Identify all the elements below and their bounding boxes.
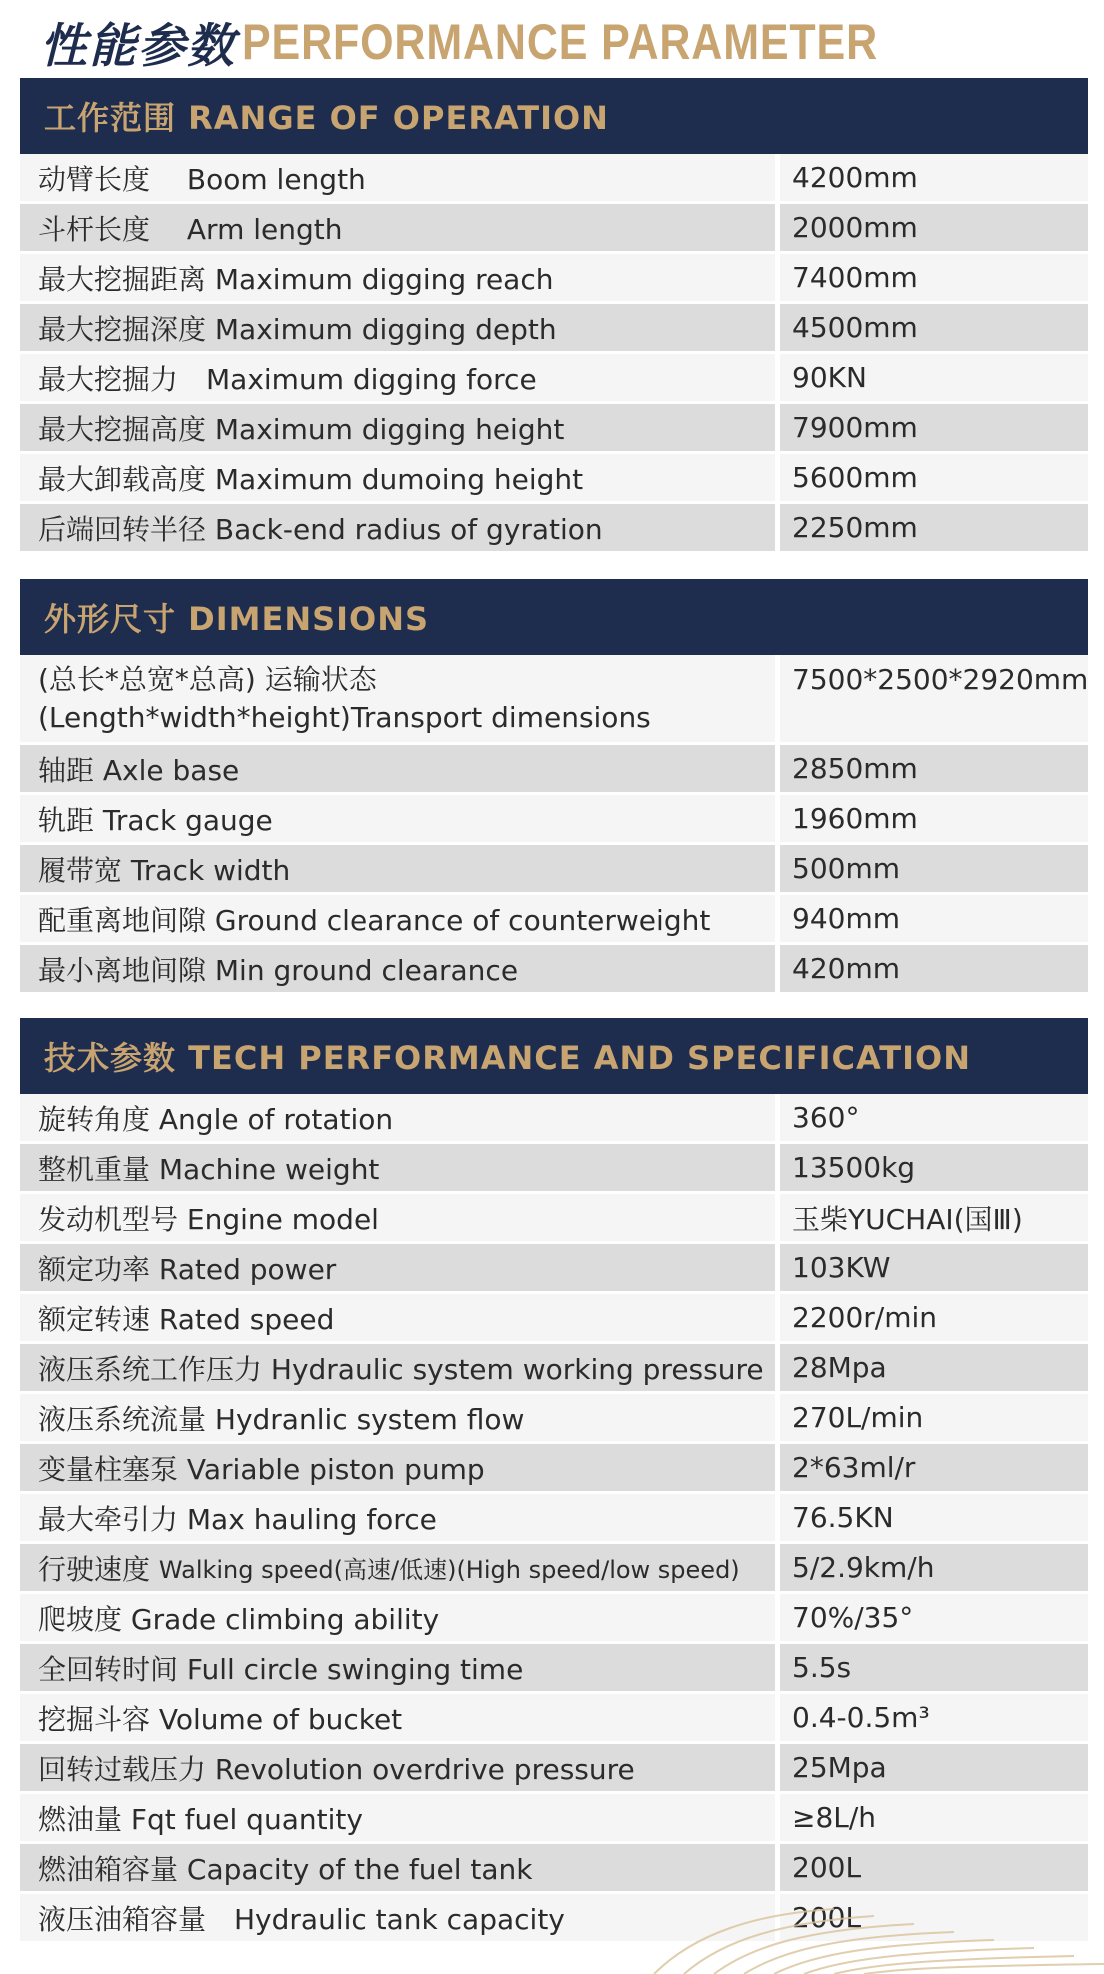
- row-value: 200L: [780, 1844, 1088, 1891]
- row-value: 940mm: [780, 895, 1088, 942]
- row-label: [20, 1544, 775, 1591]
- table-row: [20, 655, 1088, 745]
- page-title: [40, 14, 982, 74]
- row-value: 4500mm: [780, 304, 1088, 351]
- table-row: [20, 304, 1088, 354]
- table-row: [20, 1394, 1088, 1444]
- table-row: [20, 945, 1088, 995]
- row-label: 燃油量 Fqt fuel quantity: [20, 1794, 775, 1841]
- row-value: 76.5KN: [780, 1494, 1088, 1541]
- row-value: 28Mpa: [780, 1344, 1088, 1391]
- row-value: 5600mm: [780, 454, 1088, 501]
- table-row: [20, 1494, 1088, 1544]
- row-label: 最小离地间隙 Min ground clearance: [20, 945, 775, 992]
- row-label: 液压系统工作压力 Hydraulic system working pressure: [20, 1344, 775, 1391]
- table-row: [20, 1694, 1088, 1744]
- row-label: 轴距 Axle base: [20, 745, 775, 792]
- row-value: 5.5s: [780, 1644, 1088, 1691]
- row-label: 液压系统流量 Hydranlic system flow: [20, 1394, 775, 1441]
- table-row: [20, 1194, 1088, 1244]
- row-value: 270L/min: [780, 1394, 1088, 1441]
- table-row: [20, 845, 1088, 895]
- table-row: [20, 795, 1088, 845]
- section-header: 外形尺寸 DIMENSIONS: [20, 579, 1088, 655]
- row-value: 7400mm: [780, 254, 1088, 301]
- row-label: 整机重量 Machine weight: [20, 1144, 775, 1191]
- table-row: [20, 354, 1088, 404]
- table-row: [20, 504, 1088, 554]
- row-label: 爬坡度 Grade climbing ability: [20, 1594, 775, 1641]
- row-value: 2*63ml/r: [780, 1444, 1088, 1491]
- row-value: 7500*2500*2920mm: [780, 655, 1088, 742]
- row-value: 200L: [780, 1894, 1088, 1941]
- row-label: 燃油箱容量 Capacity of the fuel tank: [20, 1844, 775, 1891]
- table-row: [20, 1794, 1088, 1844]
- row-label: 最大挖掘距离 Maximum digging reach: [20, 254, 775, 301]
- row-label: 挖掘斗容 Volume of bucket: [20, 1694, 775, 1741]
- row-label: 最大挖掘力 Maximum digging force: [20, 354, 775, 401]
- section-range-of-operation: [20, 78, 1088, 554]
- table-row: [20, 1144, 1088, 1194]
- section-tech-performance: [20, 1018, 1088, 1944]
- page-title-cn: 性能参数: [40, 18, 236, 74]
- row-label: 发动机型号 Engine model: [20, 1194, 775, 1241]
- row-label: 履带宽 Track width: [20, 845, 775, 892]
- table-row: [20, 1844, 1088, 1894]
- row-label: 最大挖掘深度 Maximum digging depth: [20, 304, 775, 351]
- row-value: 0.4-0.5m³: [780, 1694, 1088, 1741]
- section-header: 技术参数 TECH PERFORMANCE AND SPECIFICATION: [20, 1018, 1088, 1094]
- row-label: 最大卸载高度 Maximum dumoing height: [20, 454, 775, 501]
- decorative-curves: [634, 1904, 1104, 1974]
- table-row: [20, 404, 1088, 454]
- row-label: 旋转角度 Angle of rotation: [20, 1094, 775, 1141]
- row-value: 90KN: [780, 354, 1088, 401]
- row-label: 额定功率 Rated power: [20, 1244, 775, 1291]
- row-value: 2000mm: [780, 204, 1088, 251]
- row-label: 配重离地间隙 Ground clearance of counterweight: [20, 895, 775, 942]
- row-label: 后端回转半径 Back-end radius of gyration: [20, 504, 775, 551]
- row-label: 变量柱塞泵 Variable piston pump: [20, 1444, 775, 1491]
- table-row: [20, 1094, 1088, 1144]
- table-row: [20, 1444, 1088, 1494]
- table-row: [20, 154, 1088, 204]
- row-label: [20, 655, 775, 742]
- row-label-en: Walking speed(高速/低速)(High speed/low speed): [158, 1556, 740, 1584]
- row-label: 回转过载压力 Revolution overdrive pressure: [20, 1744, 775, 1791]
- row-label: 最大牵引力 Max hauling force: [20, 1494, 775, 1541]
- row-value: 1960mm: [780, 795, 1088, 842]
- row-label-en: (Length*width*height)Transport dimensions: [38, 700, 651, 734]
- table-row: [20, 1594, 1088, 1644]
- page-title-en: PERFORMANCE PARAMETER: [242, 14, 878, 70]
- table-row: [20, 254, 1088, 304]
- row-value: 103KW: [780, 1244, 1088, 1291]
- row-label-cn: (总长*总宽*总高) 运输状态: [38, 662, 377, 696]
- row-value: 玉柴YUCHAI(国Ⅲ): [780, 1194, 1088, 1241]
- row-value: 2850mm: [780, 745, 1088, 792]
- table-row: [20, 204, 1088, 254]
- table-row: [20, 454, 1088, 504]
- table-row: [20, 1294, 1088, 1344]
- table-row: [20, 1344, 1088, 1394]
- table-row: [20, 1644, 1088, 1694]
- row-value: 500mm: [780, 845, 1088, 892]
- row-value: 5/2.9km/h: [780, 1544, 1088, 1591]
- row-label: 额定转速 Rated speed: [20, 1294, 775, 1341]
- row-value: 25Mpa: [780, 1744, 1088, 1791]
- row-value: 360°: [780, 1094, 1088, 1141]
- table-row: [20, 1744, 1088, 1794]
- row-value: 7900mm: [780, 404, 1088, 451]
- table-row: [20, 1544, 1088, 1594]
- row-value: 70%/35°: [780, 1594, 1088, 1641]
- row-label: 最大挖掘高度 Maximum digging height: [20, 404, 775, 451]
- row-label: 全回转时间 Full circle swinging time: [20, 1644, 775, 1691]
- row-value: 2200r/min: [780, 1294, 1088, 1341]
- row-value: 420mm: [780, 945, 1088, 992]
- row-value: 4200mm: [780, 154, 1088, 201]
- row-label: 液压油箱容量 Hydraulic tank capacity: [20, 1894, 775, 1941]
- row-value: 2250mm: [780, 504, 1088, 551]
- row-label-cn: 行驶速度: [38, 1552, 151, 1586]
- section-header: 工作范围 RANGE OF OPERATION: [20, 78, 1088, 154]
- table-row: [20, 745, 1088, 795]
- section-dimensions: [20, 579, 1088, 995]
- row-label: 斗杆长度 Arm length: [20, 204, 775, 251]
- row-label: 动臂长度 Boom length: [20, 154, 775, 201]
- table-row: [20, 1244, 1088, 1294]
- row-value: ≥8L/h: [780, 1794, 1088, 1841]
- row-label: 轨距 Track gauge: [20, 795, 775, 842]
- row-value: 13500kg: [780, 1144, 1088, 1191]
- table-row: [20, 895, 1088, 945]
